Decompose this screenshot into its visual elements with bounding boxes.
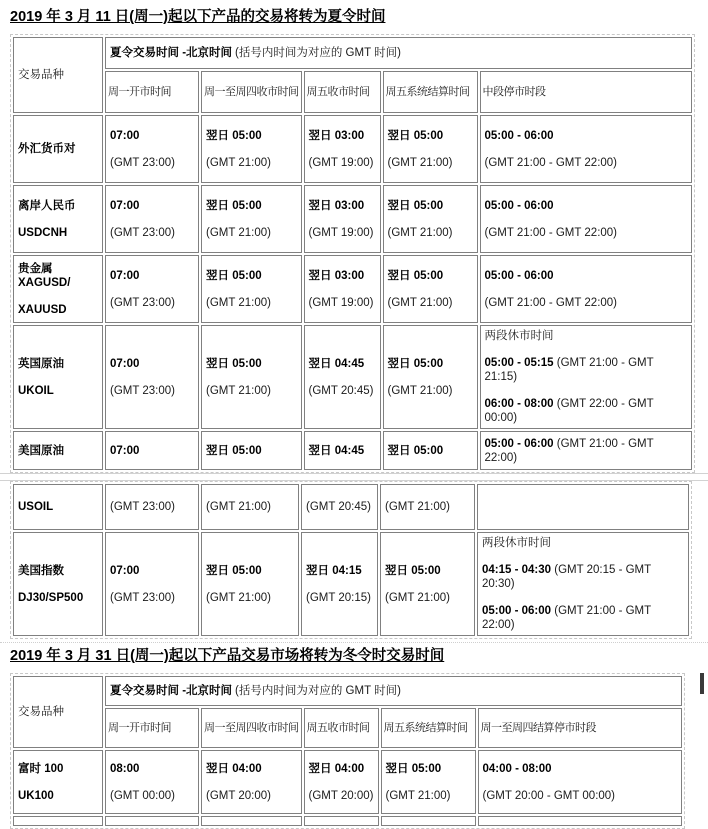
col-header-mon-thu-close: 周一至周四收市时间 <box>201 708 302 748</box>
cell-line <box>206 199 297 213</box>
cell-text: (GMT 21:00 - GMT 21:15) <box>484 357 654 383</box>
summer-table-header <box>13 37 692 113</box>
cell-line <box>309 789 374 803</box>
cell-text: (GMT 21:00) <box>387 156 453 169</box>
cell-text-bold: 翌日 04:15 <box>306 564 362 577</box>
cell-line <box>388 226 473 240</box>
time-cell <box>478 750 682 814</box>
cell-line <box>309 129 376 143</box>
cell-line <box>18 762 98 776</box>
table-row-ukoil <box>13 325 692 429</box>
cell-line <box>206 156 297 170</box>
time-cell <box>304 255 381 323</box>
cell-text-bold: 04:00 - 08:00 <box>482 762 552 775</box>
cell-text-bold: 翌日 03:00 <box>308 129 365 142</box>
cell-text-bold: 05:00 - 06:00 <box>482 605 552 617</box>
cell-text-bold: 翌日 05:00 <box>206 444 262 457</box>
time-cell <box>304 325 381 429</box>
cell-text-bold: 贵金属 XAGUSD/ <box>18 262 71 289</box>
cursor-artifact <box>700 673 704 694</box>
time-cell <box>381 816 476 826</box>
cell-line <box>206 129 297 143</box>
cell-text-bold: 05:00 - 06:00 <box>484 129 554 142</box>
time-cell <box>105 255 199 323</box>
cell-line <box>206 226 297 240</box>
cell-line <box>18 591 98 605</box>
page-break-divider <box>0 473 708 481</box>
header-row-top <box>13 676 682 706</box>
cell-text: (GMT 23:00) <box>110 226 175 239</box>
cell-line <box>485 356 687 384</box>
cell-line <box>110 591 194 605</box>
cell-line <box>309 384 376 398</box>
cell-text-bold: 翌日 04:00 <box>308 762 365 775</box>
cell-line <box>206 500 294 514</box>
time-cell <box>201 816 302 826</box>
cell-line <box>485 129 687 143</box>
cell-line <box>388 199 473 213</box>
page-title-summer: 2019 年 3 月 11 日(周一)起以下产品的交易将转为夏令时间 <box>10 9 386 25</box>
cell-text: (GMT 21:00 - GMT 22:00) <box>482 605 651 631</box>
time-cell <box>304 431 381 470</box>
time-cell <box>383 431 478 470</box>
summer-schedule-table-part2 <box>10 481 692 639</box>
cell-text-bold: UKOIL <box>18 384 54 397</box>
cell-line <box>206 789 297 803</box>
cell-line <box>110 156 194 170</box>
time-header-bold: 夏令交易时间 -北京时间 <box>110 685 233 697</box>
cell-text-bold: 05:00 - 06:00 <box>484 437 554 450</box>
time-cell <box>477 484 689 530</box>
cell-line <box>386 762 471 776</box>
cell-line <box>18 500 98 514</box>
time-cell <box>383 185 478 253</box>
cell-line <box>485 199 687 213</box>
table-row-forex-pairs <box>13 115 692 183</box>
cell-text-bold: 翌日 05:00 <box>206 129 262 142</box>
cell-line <box>482 536 684 550</box>
cell-text: (GMT 00:00) <box>110 789 175 802</box>
time-cell <box>480 185 692 253</box>
time-cell <box>480 431 692 470</box>
cell-text-bold: 翌日 03:00 <box>308 199 365 212</box>
cell-line <box>385 591 470 605</box>
table-row-ftse100 <box>13 750 682 814</box>
cell-text: (GMT 20:00) <box>206 789 271 802</box>
summer-table-body-part2 <box>13 484 689 636</box>
cell-line <box>309 226 376 240</box>
cell-text: (GMT 20:15) <box>306 591 371 604</box>
cell-text-bold: USDCNH <box>18 226 68 239</box>
cell-text-bold: 07:00 <box>110 357 140 370</box>
cell-text: (GMT 23:00) <box>110 296 175 309</box>
cell-text: (GMT 21:00 - GMT 22:00) <box>484 226 618 239</box>
cell-text: (GMT 23:00) <box>110 384 175 397</box>
cell-text: (GMT 21:00) <box>387 226 453 239</box>
cell-text-bold: XAUUSD <box>18 303 67 316</box>
cell-line <box>309 357 376 371</box>
cell-text: (GMT 20:00) <box>308 789 374 802</box>
cell-line <box>206 564 294 578</box>
cell-text: (GMT 21:00) <box>387 296 453 309</box>
table-row-us-indices <box>13 532 689 636</box>
cell-text-bold: 翌日 05:00 <box>206 357 262 370</box>
cell-line <box>18 199 98 213</box>
col-header-monday-open: 周一开市时间 <box>105 708 199 748</box>
winter-table-body <box>13 750 682 826</box>
winter-table-header <box>13 676 682 748</box>
cell-text-bold: 08:00 <box>110 762 140 775</box>
time-cell <box>105 185 199 253</box>
time-cell <box>478 816 682 826</box>
time-cell <box>201 532 299 636</box>
cell-text-bold: USOIL <box>18 501 54 513</box>
cell-text-bold: UK100 <box>18 789 54 802</box>
time-cell <box>105 484 199 530</box>
time-cell <box>105 325 199 429</box>
cell-line <box>110 384 194 398</box>
time-cell <box>304 816 379 826</box>
cell-line <box>483 789 677 803</box>
cell-line <box>306 500 373 514</box>
cell-text: (GMT 21:00) <box>206 296 271 309</box>
cell-line <box>18 303 98 317</box>
header-row-top <box>13 37 692 69</box>
cell-line <box>485 437 687 465</box>
page-title-winter: 2019 年 3 月 31 日(周一)起以下产品交易市场将转为冬令时交易时间 <box>10 648 445 664</box>
time-cell <box>105 532 199 636</box>
time-cell <box>201 115 302 183</box>
time-cell <box>480 255 692 323</box>
cell-text: (GMT 21:00) <box>206 156 271 169</box>
cell-line <box>388 269 473 283</box>
time-cell <box>480 325 692 429</box>
cell-text: (GMT 21:00) <box>206 384 271 397</box>
cell-text: (GMT 21:00) <box>385 591 450 604</box>
cell-line <box>388 357 473 371</box>
time-cell <box>304 750 379 814</box>
table-row-next-row-stub <box>13 816 682 826</box>
cell-text: (GMT 20:45) <box>308 384 374 397</box>
cell-line <box>110 500 194 514</box>
cell-text-bold: 翌日 05:00 <box>387 444 444 457</box>
cell-line <box>306 564 373 578</box>
cell-text: (GMT 21:00) <box>385 501 450 513</box>
cell-line <box>485 269 687 283</box>
cell-line <box>206 384 297 398</box>
time-cell <box>201 255 302 323</box>
cell-line <box>206 762 297 776</box>
header-row-columns <box>13 71 692 113</box>
product-cell <box>13 532 103 636</box>
time-cell <box>380 484 475 530</box>
corner-header-label: 交易品种 <box>18 69 64 81</box>
cell-line <box>309 199 376 213</box>
time-header-cell <box>105 37 692 69</box>
cell-text-bold: 翌日 05:00 <box>387 269 444 282</box>
col-header-midsession-break: 中段停市时段 <box>480 71 692 113</box>
cell-line <box>110 226 194 240</box>
time-cell <box>301 484 378 530</box>
cell-text-bold: 05:00 - 05:15 <box>484 357 554 369</box>
cell-text: (GMT 23:00) <box>110 156 175 169</box>
cell-text-bold: 05:00 - 06:00 <box>484 269 554 282</box>
cell-line <box>110 444 194 458</box>
cell-text: (GMT 23:00) <box>110 591 175 604</box>
summer-table-body-part1 <box>13 115 692 470</box>
time-header-cell <box>105 676 682 706</box>
cell-text: (GMT 20:45) <box>306 501 371 513</box>
summer-schedule-table-part1 <box>10 34 695 473</box>
cell-line <box>18 142 98 156</box>
cell-text-bold: 翌日 04:00 <box>206 762 262 775</box>
product-cell <box>13 484 103 530</box>
col-header-friday-settlement: 周五系统结算时间 <box>381 708 476 748</box>
time-cell <box>105 431 199 470</box>
cell-line <box>388 156 473 170</box>
cell-line <box>485 296 687 310</box>
cell-text-bold: 翌日 05:00 <box>206 269 262 282</box>
product-cell <box>13 431 103 470</box>
cell-text-bold: 翌日 05:00 <box>385 762 442 775</box>
cell-text: (GMT 21:00 - GMT 22:00) <box>484 437 654 464</box>
cell-line <box>18 444 98 458</box>
cell-text-bold: 美国指数 <box>18 564 64 577</box>
cell-line <box>385 564 470 578</box>
product-cell <box>13 750 103 814</box>
cell-line <box>18 789 98 803</box>
time-cell <box>383 255 478 323</box>
corner-header-cell <box>13 676 103 748</box>
table-row-usoil-bottom <box>13 484 689 530</box>
time-cell <box>383 115 478 183</box>
time-cell <box>201 431 302 470</box>
cell-text: (GMT 20:00 - GMT 00:00) <box>482 789 616 802</box>
cell-text: 两段休市时间 <box>484 330 554 342</box>
cell-text: (GMT 21:00) <box>387 384 453 397</box>
cell-line <box>482 604 684 632</box>
cell-text-bold: 离岸人民币 <box>18 199 76 212</box>
cell-line <box>18 384 98 398</box>
cell-text: (GMT 19:00) <box>308 296 374 309</box>
product-cell <box>13 185 103 253</box>
cell-text-bold: 翌日 05:00 <box>206 564 262 577</box>
time-header-note: (括号内时间为对应的 GMT 时间) <box>235 685 401 697</box>
cell-line <box>485 156 687 170</box>
cell-text: (GMT 23:00) <box>110 501 175 513</box>
cell-line <box>206 269 297 283</box>
header-row-columns <box>13 708 682 748</box>
cell-line <box>482 563 684 591</box>
cell-text-bold: 06:00 - 08:00 <box>484 398 554 410</box>
cell-line <box>309 156 376 170</box>
cell-line <box>110 789 194 803</box>
time-header-note: (括号内时间为对应的 GMT 时间) <box>235 47 401 59</box>
cell-line <box>309 444 376 458</box>
cell-line <box>18 357 98 371</box>
col-header-friday-close: 周五收市时间 <box>304 71 381 113</box>
cell-text-bold: 翌日 04:45 <box>308 357 365 370</box>
cell-line <box>388 384 473 398</box>
cell-line <box>485 397 687 425</box>
cell-text: (GMT 19:00) <box>308 156 374 169</box>
time-cell <box>105 816 199 826</box>
time-cell <box>480 115 692 183</box>
cell-line <box>388 129 473 143</box>
cell-line <box>388 444 473 458</box>
cell-line <box>18 262 98 290</box>
cell-line <box>385 500 470 514</box>
cell-line <box>309 269 376 283</box>
cell-text: 两段休市时间 <box>482 537 551 549</box>
cell-text: (GMT 22:00 - GMT 00:00) <box>484 398 654 424</box>
cell-line <box>110 296 194 310</box>
table-row-usdcnh <box>13 185 692 253</box>
cell-text-bold: 07:00 <box>110 269 140 282</box>
table-row-usoil-top <box>13 431 692 470</box>
cell-text-bold: 翌日 05:00 <box>387 357 444 370</box>
product-cell <box>13 816 103 826</box>
cell-line <box>309 762 374 776</box>
table-row-xagusd-xauusd <box>13 255 692 323</box>
corner-header-label: 交易品种 <box>18 706 64 718</box>
cell-text-bold: 外汇货币对 <box>18 143 76 155</box>
cell-text-bold: 07:00 <box>110 564 140 577</box>
cell-text-bold: 07:00 <box>110 444 140 457</box>
section-separator-dotted <box>0 642 708 643</box>
cell-line <box>206 296 297 310</box>
cell-text-bold: 05:00 - 06:00 <box>484 199 554 212</box>
cell-text: (GMT 19:00) <box>308 226 374 239</box>
cell-line <box>110 357 194 371</box>
time-cell <box>201 750 302 814</box>
time-cell <box>201 484 299 530</box>
time-cell <box>105 115 199 183</box>
cell-line <box>110 129 194 143</box>
cell-line <box>110 199 194 213</box>
time-cell <box>304 115 381 183</box>
cell-line <box>386 789 471 803</box>
cell-line <box>306 591 373 605</box>
cell-text: (GMT 21:00) <box>206 501 271 513</box>
cell-line <box>110 762 194 776</box>
time-cell <box>201 185 302 253</box>
cell-text-bold: 英国原油 <box>18 357 64 370</box>
cell-text-bold: 翌日 04:45 <box>308 444 365 457</box>
cell-line <box>206 357 297 371</box>
cell-line <box>483 762 677 776</box>
col-header-friday-close: 周五收市时间 <box>304 708 379 748</box>
cell-line <box>485 329 687 343</box>
time-cell <box>201 325 302 429</box>
product-cell <box>13 115 103 183</box>
cell-text-bold: 07:00 <box>110 199 140 212</box>
cell-line <box>18 564 98 578</box>
winter-schedule-table <box>10 673 685 829</box>
time-cell <box>304 185 381 253</box>
col-header-mon-thu-settlement-break: 周一至周四结算停市时段 <box>478 708 682 748</box>
cell-text-bold: 美国原油 <box>18 444 64 457</box>
time-cell <box>105 750 199 814</box>
cell-text-bold: DJ30/SP500 <box>18 591 84 604</box>
cell-text-bold: 富时 100 <box>18 762 64 775</box>
product-cell <box>13 325 103 429</box>
product-cell <box>13 255 103 323</box>
time-header-bold: 夏令交易时间 -北京时间 <box>110 47 233 59</box>
cell-line <box>18 226 98 240</box>
cell-text-bold: 04:15 - 04:30 <box>482 564 552 576</box>
time-cell <box>380 532 475 636</box>
cell-text-bold: 翌日 03:00 <box>308 269 365 282</box>
cell-text-bold: 翌日 05:00 <box>385 564 441 577</box>
cell-text-bold: 翌日 05:00 <box>387 199 444 212</box>
cell-text: (GMT 21:00) <box>206 226 271 239</box>
winter-table-wrapper <box>10 673 698 829</box>
cell-text: (GMT 20:15 - GMT 20:30) <box>482 564 651 590</box>
time-cell <box>381 750 476 814</box>
cell-line <box>206 591 294 605</box>
time-cell <box>383 325 478 429</box>
cell-line <box>110 269 194 283</box>
cell-line <box>388 296 473 310</box>
time-cell <box>477 532 689 636</box>
time-cell <box>301 532 378 636</box>
cell-line <box>485 226 687 240</box>
cell-line <box>206 444 297 458</box>
cell-text: (GMT 21:00 - GMT 22:00) <box>484 296 618 309</box>
col-header-friday-settlement: 周五系统结算时间 <box>383 71 478 113</box>
cell-text-bold: 07:00 <box>110 129 140 142</box>
cell-text-bold: 翌日 05:00 <box>206 199 262 212</box>
corner-header-cell <box>13 37 103 113</box>
col-header-mon-thu-close: 周一至周四收市时间 <box>201 71 302 113</box>
cell-text: (GMT 21:00 - GMT 22:00) <box>484 156 618 169</box>
cell-text-bold: 翌日 05:00 <box>387 129 444 142</box>
cell-line <box>110 564 194 578</box>
col-header-monday-open: 周一开市时间 <box>105 71 199 113</box>
cell-line <box>309 296 376 310</box>
cell-text: (GMT 21:00) <box>385 789 451 802</box>
cell-text: (GMT 21:00) <box>206 591 271 604</box>
